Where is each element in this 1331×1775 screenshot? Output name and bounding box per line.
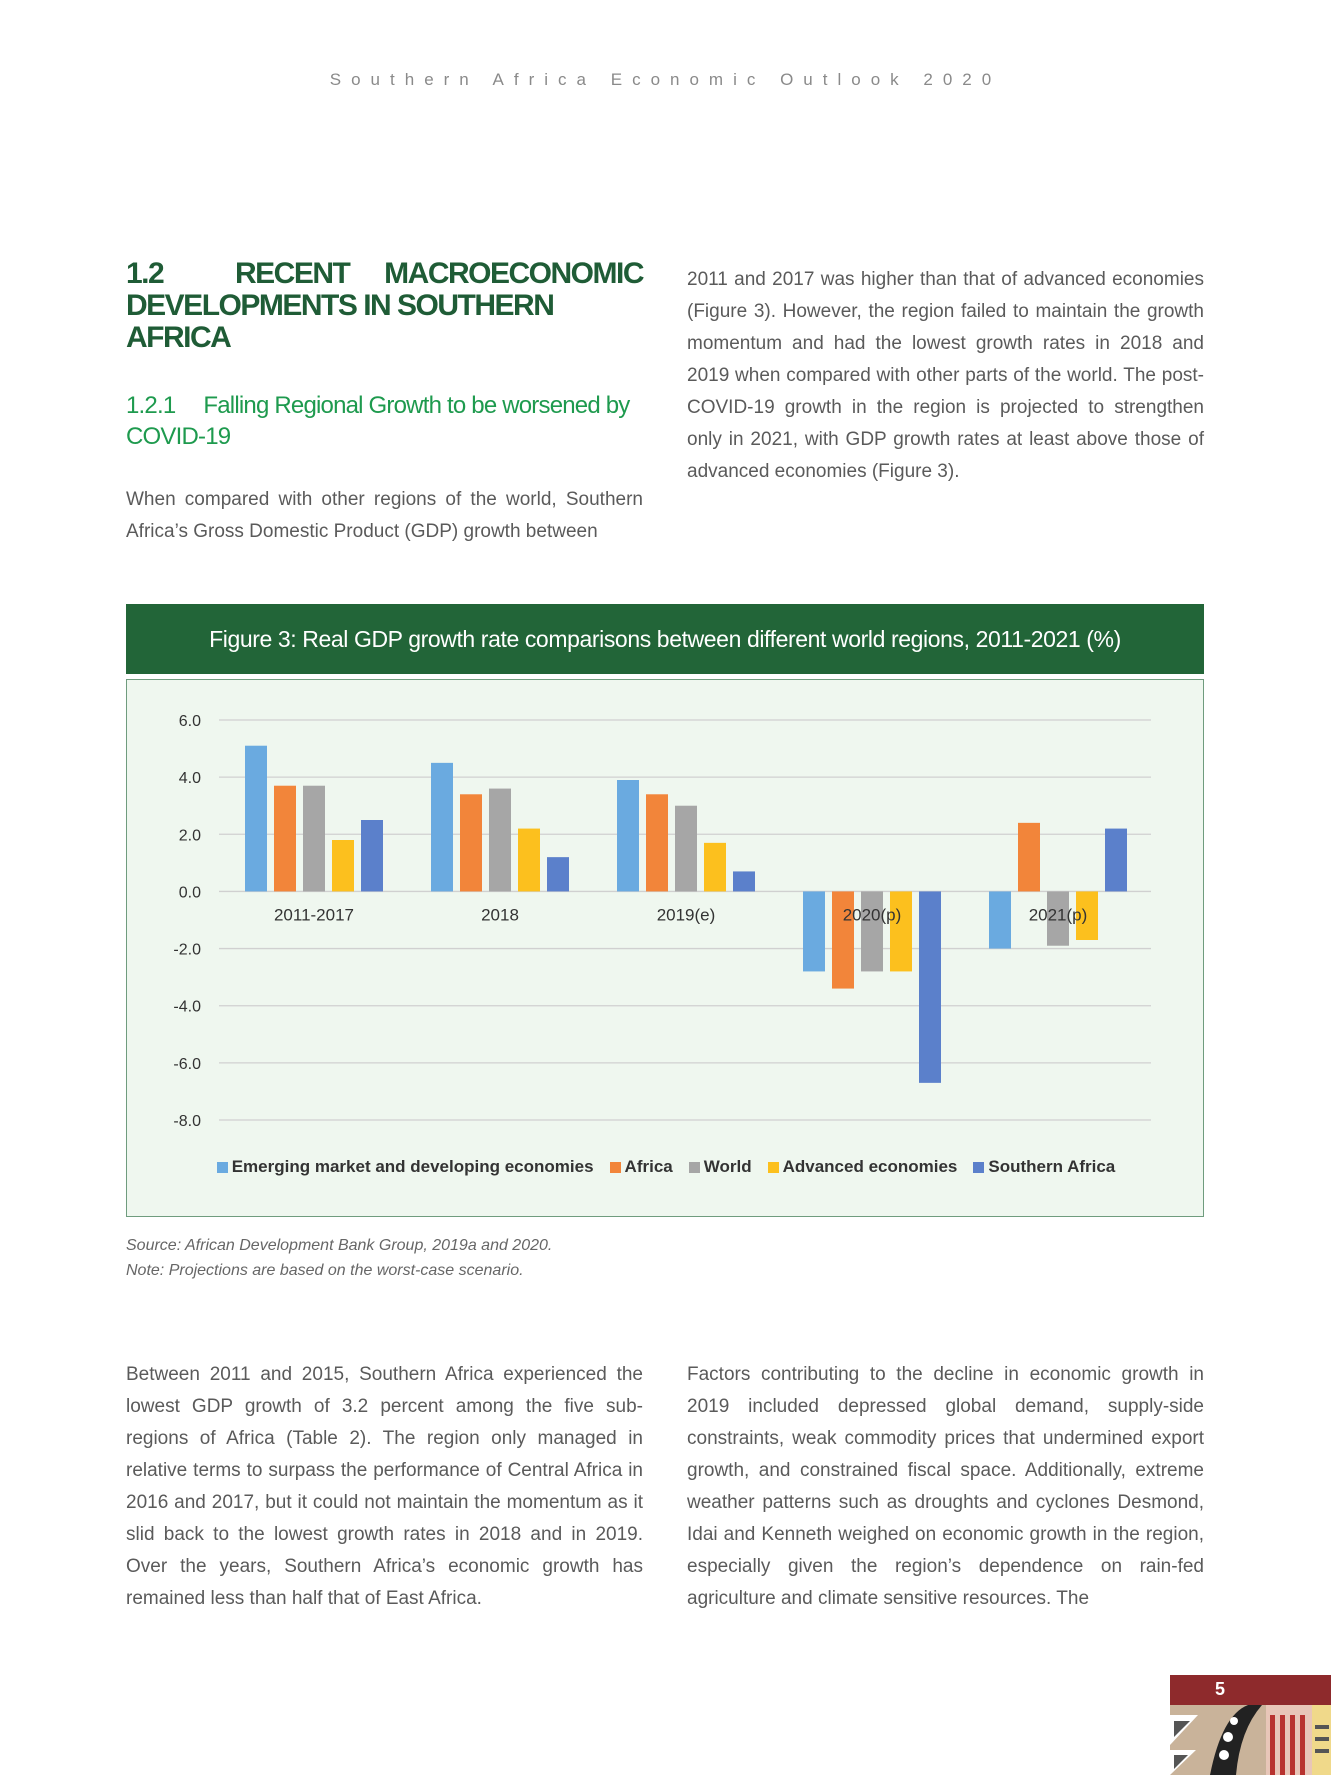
legend-item — [217, 1157, 594, 1177]
figure-source-block — [126, 1233, 552, 1283]
legend-swatch — [689, 1162, 700, 1173]
bar — [1105, 829, 1127, 892]
bar — [460, 794, 482, 891]
bar — [919, 891, 941, 1082]
category-label: 2011-2017 — [273, 905, 355, 925]
bar — [303, 786, 325, 892]
section-heading — [126, 258, 643, 354]
left-column-bottom — [126, 1359, 643, 1615]
bar — [245, 746, 267, 892]
section-title-line2: DEVELOPMENTS IN SOUTHERN AFRICA — [126, 289, 554, 354]
bar — [361, 820, 383, 891]
bar — [675, 806, 697, 892]
bar — [518, 829, 540, 892]
legend-swatch — [973, 1162, 984, 1173]
bar — [431, 763, 453, 892]
bar — [733, 871, 755, 891]
bar-chart — [127, 680, 1205, 1218]
bar — [861, 891, 883, 971]
y-tick-label: -2.0 — [173, 941, 201, 959]
legend-item — [973, 1157, 1115, 1177]
legend-label: Africa — [624, 1157, 673, 1176]
category-label: 2019(e) — [656, 905, 716, 925]
legend-label: Emerging market and developing economies — [231, 1157, 594, 1176]
bar — [890, 891, 912, 971]
section-number: 1.2 — [126, 257, 164, 290]
legend-swatch — [610, 1162, 621, 1173]
y-tick-label: 6.0 — [178, 713, 201, 730]
y-tick-label: -6.0 — [173, 1055, 201, 1073]
figure-note: Note: Projections are based on the worst-case scenario. — [126, 1262, 524, 1279]
y-tick-label: 2.0 — [178, 827, 201, 845]
chart-container — [126, 679, 1204, 1217]
bar — [1018, 823, 1040, 892]
y-tick-label: 4.0 — [178, 770, 201, 788]
section-title-line1: RECENT MACROECONOMIC — [235, 257, 643, 290]
bar — [274, 786, 296, 892]
running-header: Southern Africa Economic Outlook 2020 — [329, 70, 1002, 89]
bar — [646, 794, 668, 891]
y-tick-label: 0.0 — [178, 884, 201, 902]
legend-item — [610, 1157, 673, 1177]
legend-swatch — [217, 1162, 228, 1173]
bar — [803, 891, 825, 971]
category-label: 2020(p) — [842, 905, 902, 925]
right-column-top — [687, 264, 1204, 488]
subsection-number: 1.2.1 — [126, 392, 176, 419]
body-paragraph-left: Between 2011 and 2015, Southern Africa experienced the lowest GDP growth of 3.2 percent among the five sub-regions of Africa (Table 2). The region only managed in relative terms to surpass the performance of Central Africa in 2016 and 2017, but it could not maintain the momentum as it slid back to the lowest growth rates in 2018 and in 2019. Over the years, Southern Africa’s economic growth has remained less than half that of East Africa. — [126, 1364, 643, 1609]
bar — [332, 840, 354, 891]
legend-label: Southern Africa — [988, 1157, 1116, 1176]
legend-item — [689, 1157, 752, 1177]
subsection-heading — [126, 390, 643, 452]
bar — [489, 789, 511, 892]
legend-label: Advanced economies — [782, 1157, 958, 1176]
bar — [617, 780, 639, 891]
bar — [989, 891, 1011, 948]
figure-source: Source: African Development Bank Group, 2019a and 2020. — [126, 1237, 553, 1254]
chart-legend — [127, 1157, 1205, 1178]
category-label: 2018 — [481, 905, 519, 925]
page-number: 5 — [1214, 1679, 1225, 1699]
right-column-bottom — [687, 1359, 1204, 1615]
bar — [704, 843, 726, 892]
intro-paragraph-right: 2011 and 2017 was higher than that of advanced economies (Figure 3). However, the region failed to maintain the growth momentum and had the lowest growth rates in 2018 and 2019 when compared with other parts of the world. The post-COVID-19 growth in the region is projected to strengthen only in 2021, with GDP growth rates at least above those of advanced economies (Figure 3). — [687, 269, 1204, 482]
subsection-title: Falling Regional Growth to be worsened by COVID-19 — [126, 392, 630, 450]
legend-swatch — [768, 1162, 779, 1173]
legend-item — [768, 1157, 958, 1177]
category-label: 2021(p) — [1028, 905, 1088, 925]
bar — [547, 857, 569, 891]
y-tick-label: -4.0 — [173, 998, 201, 1016]
body-paragraph-right: Factors contributing to the decline in economic growth in 2019 included depressed global demand, supply-side constraints, weak commodity prices that undermined export growth, and constrained fiscal space. Additionally, extreme weather patterns such as droughts and cyclones Desmond, Idai and Kenneth weighed on economic growth in the region, especially given the region’s dependence on rain-fed agriculture and climate sensitive resources. The — [687, 1364, 1204, 1609]
page-corner-pattern — [1170, 1675, 1331, 1775]
figure-title: Figure 3: Real GDP growth rate comparisons between different world regions, 2011-2021 (%) — [126, 604, 1204, 674]
y-tick-label: -8.0 — [173, 1113, 201, 1130]
left-column-top — [126, 258, 643, 548]
intro-paragraph-left: When compared with other regions of the world, Southern Africa’s Gross Domestic Product (GDP) growth between — [126, 489, 643, 542]
legend-label: World — [703, 1157, 752, 1176]
